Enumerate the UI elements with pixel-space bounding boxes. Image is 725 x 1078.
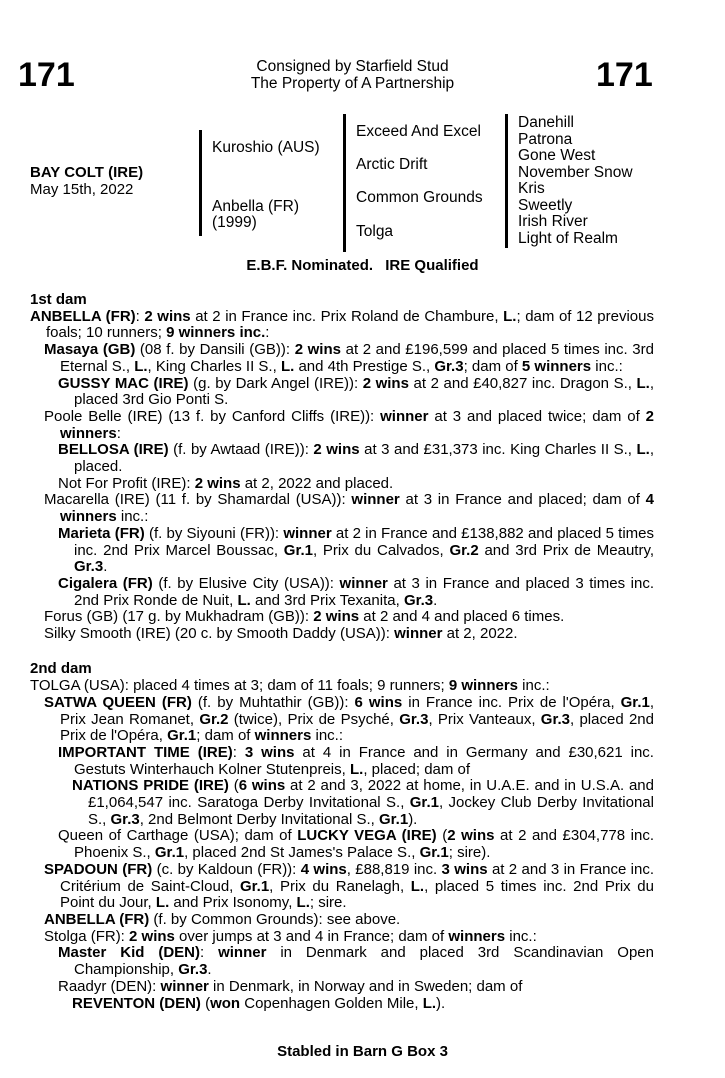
pedigree-dam-dam: Tolga xyxy=(356,223,394,240)
entry-text: at 3 and placed twice; dam of xyxy=(428,407,646,425)
entry-text: ; sire. xyxy=(309,894,347,912)
bold-text: 4 wins xyxy=(300,860,347,878)
entry-text: at 2 and 3 in France inc. Critérium de Saint-Cloud, xyxy=(60,860,654,895)
entry-text: Stolga (FR): xyxy=(44,927,130,945)
pedigree-g3-4: November Snow xyxy=(518,163,633,181)
pedigree-g3-1: Danehill xyxy=(518,114,575,131)
entry-text: (f. by Muhtathir (GB)): xyxy=(191,693,355,711)
entry-text: (c. by Kaldoun (FR)): xyxy=(152,860,301,878)
pedigree-entry xyxy=(30,745,654,778)
bold-text: Gr.3 xyxy=(74,558,104,576)
entry-text: , Jockey Club Derby Invitational S., xyxy=(88,794,654,828)
entry-text: (f. by Siyouni (FR)): xyxy=(144,524,284,542)
horse-name: BAY COLT (IRE) xyxy=(30,164,144,181)
entry-text: inc.: xyxy=(505,927,537,945)
bold-text: Gr.3 xyxy=(399,710,429,728)
pedigree-sire-sire: Exceed And Excel xyxy=(356,123,481,140)
pedigree-g3-2: Patrona xyxy=(518,130,573,148)
entry-text: TOLGA (USA): placed 4 times at 3; dam of 11 foals; 9 runners; xyxy=(30,677,449,695)
bold-text: Gr.1 xyxy=(419,844,449,862)
bold-text: Gr.1 xyxy=(409,794,439,812)
entry-text: ( xyxy=(436,827,448,845)
bold-text: Masaya (GB) xyxy=(44,341,136,359)
entry-text: , placed. xyxy=(74,441,654,476)
entry-text: at 2 and 3, 2022 at home, in U.A.E. and in U.S.A. and £1,064,547 inc. Saratoga Derby Invitational S., xyxy=(88,777,654,812)
pedigree-g3-3: Gone West xyxy=(518,147,596,164)
foaling-date: May 15th, 2022 xyxy=(30,181,134,198)
pedigree-g3-7: Irish River xyxy=(518,213,588,230)
entry-text: ( xyxy=(228,777,239,795)
pedigree-entry xyxy=(30,342,654,375)
bold-text: REVENTON (DEN) xyxy=(72,994,201,1012)
entry-text: and 4th Prestige S., xyxy=(294,357,435,375)
section-heading: 1st dam xyxy=(30,291,87,308)
bold-text: winners xyxy=(254,727,312,745)
entry-text: inc.: xyxy=(116,508,149,526)
bold-text: 2 wins xyxy=(294,341,341,359)
bold-text: Gr.3 xyxy=(110,810,140,828)
bold-text: 2 wins xyxy=(144,307,191,325)
bold-text: Gr.1 xyxy=(239,877,270,895)
entry-text: at 2 in France and £138,882 and placed 5 times inc. 2nd Prix Marcel Boussac, xyxy=(74,524,655,559)
bold-text: L. xyxy=(280,357,295,375)
pedigree-entry xyxy=(30,526,654,576)
entry-text: ). xyxy=(408,810,418,828)
entry-text: inc.: xyxy=(591,357,623,375)
entry-text: (twice), Prix de Psyché, xyxy=(228,710,400,728)
entry-text: at 2 and £196,599 and placed 5 times inc. 3rd Eternal S., xyxy=(60,341,654,375)
entry-text: ). xyxy=(436,994,446,1012)
bold-text: Gr.1 xyxy=(620,693,650,711)
bold-text: ANBELLA (FR) xyxy=(30,307,136,325)
bold-text: IMPORTANT TIME (IRE) xyxy=(58,743,233,761)
entry-text: inc.: xyxy=(311,727,343,745)
entry-text: , Prix du Calvados, xyxy=(312,541,450,559)
entry-text: at 2 and £304,778 inc. Phoenix S., xyxy=(74,827,654,862)
bold-text: 2 wins xyxy=(313,441,360,459)
bold-text: L. xyxy=(410,877,425,895)
lot-number-right: 171 xyxy=(596,56,653,94)
entry-text: and 3rd Prix Texanita, xyxy=(250,591,404,609)
pedigree-dam-year: (1999) xyxy=(212,214,257,231)
bold-text: L. xyxy=(503,307,517,325)
bold-text: 2 wins xyxy=(313,608,360,626)
pedigree-entry xyxy=(30,309,654,342)
qualification-flags xyxy=(0,257,725,274)
bold-text: Master Kid (DEN) xyxy=(58,944,200,962)
bold-text: SPADOUN (FR) xyxy=(44,860,153,878)
entry-text: (f. by Elusive City (USA)): xyxy=(152,574,340,592)
entry-text: ; sire). xyxy=(448,844,491,862)
entry-text: : xyxy=(200,944,219,962)
consignor-block xyxy=(200,58,505,92)
entry-text: at 2 and £40,827 inc. Dragon S., xyxy=(408,374,637,392)
entry-text: , placed 3rd Gio Ponti S. xyxy=(74,374,655,409)
pedigree-g3-5: Kris xyxy=(518,180,545,197)
entry-text: and Prix Isonomy, xyxy=(169,894,297,912)
pedigree-entry xyxy=(30,626,654,643)
bold-text: winner xyxy=(351,491,400,509)
pedigree-g3-8: Light of Realm xyxy=(518,229,618,247)
entry-text: at 2, 2022. xyxy=(442,625,518,643)
pedigree-entry xyxy=(30,376,654,409)
entry-text: , Prix Jean Romanet, xyxy=(60,693,654,728)
entry-text: and 3rd Prix de Meautry, xyxy=(478,541,655,559)
entry-text: inc.: xyxy=(518,677,550,695)
entry-text: . xyxy=(433,591,438,609)
entry-text: Raadyr (DEN): xyxy=(58,977,161,995)
pedigree-entry xyxy=(30,576,654,609)
ire-flag: IRE Qualified xyxy=(385,257,479,274)
entry-text: over jumps at 3 and 4 in France; dam of xyxy=(174,927,449,945)
stabling-info: Stabled in Barn G Box 3 xyxy=(277,1043,448,1060)
pedigree-sire-dam: Arctic Drift xyxy=(356,156,428,173)
pedigree-entry xyxy=(30,996,654,1013)
bold-text: Marieta (FR) xyxy=(58,524,145,542)
ebf-flag: E.B.F. Nominated. xyxy=(246,257,374,274)
entry-text: at 3 in France and placed; dam of xyxy=(399,491,646,509)
bold-text: Gr.2 xyxy=(199,710,229,728)
pedigree-entry xyxy=(30,828,654,861)
pedigree-entry xyxy=(30,609,654,626)
owner: The Property of A Partnership xyxy=(250,75,455,92)
pedigree-line-2 xyxy=(343,114,346,252)
bold-text: Gr.1 xyxy=(154,844,185,862)
pedigree-entry xyxy=(30,695,654,745)
bold-text: 2 wins xyxy=(362,374,409,392)
pedigree-entry xyxy=(30,678,654,695)
entry-text: , Prix du Ranelagh, xyxy=(269,877,411,895)
entry-text: Queen of Carthage (USA); dam of xyxy=(58,827,298,845)
entry-text: : xyxy=(116,424,121,442)
bold-text: 2 wins xyxy=(129,927,175,945)
entry-text: . xyxy=(207,961,212,979)
bold-text: L. xyxy=(636,374,650,392)
entry-text: at 2 in France inc. Prix Roland de Chambure, xyxy=(190,307,504,325)
consignor: Consigned by Starfield Stud xyxy=(256,58,449,75)
entry-text: Not For Profit (IRE): xyxy=(58,474,195,492)
pedigree-entry xyxy=(30,409,654,442)
entry-text: , Prix Vanteaux, xyxy=(428,710,541,728)
bold-text: winner xyxy=(283,524,332,542)
section-heading: 2nd dam xyxy=(30,660,92,678)
pedigree-g3-6: Sweetly xyxy=(518,196,573,214)
pedigree-dam: Anbella (FR) xyxy=(212,198,299,215)
entry-text: at 3 in France and placed 3 times inc. 2nd Prix Ronde de Nuit, xyxy=(74,574,654,609)
bold-text: L. xyxy=(134,357,148,375)
bold-text: winner xyxy=(218,944,267,962)
pedigree-entry xyxy=(30,929,654,946)
pedigree-dam-sire: Common Grounds xyxy=(356,189,483,206)
bold-text: 6 wins xyxy=(238,777,286,795)
entry-text: , placed 2nd St James's Palace S., xyxy=(184,844,420,862)
entry-text: at 4 in France and in Germany and £30,621 inc. Gestuts Winterhauch Kolner Stutenpreis, xyxy=(74,743,654,778)
entry-text: Copenhagen Golden Mile, xyxy=(240,994,423,1012)
bold-text: ANBELLA (FR) xyxy=(44,911,150,928)
entry-text: , King Charles II S., xyxy=(147,357,281,375)
bold-text: Cigalera (FR) xyxy=(58,574,153,592)
entry-text: (08 f. by Dansili (GB)): xyxy=(135,341,295,359)
pedigree-line-1 xyxy=(199,130,202,236)
bold-text: winner xyxy=(160,977,209,995)
entry-text: ; dam of 12 previous foals; 10 runners; xyxy=(46,307,654,342)
section-gap xyxy=(30,643,654,660)
bold-text: 2 winners xyxy=(60,407,655,442)
entry-text: : xyxy=(135,307,145,325)
bold-text: Gr.1 xyxy=(283,541,313,559)
bold-text: GUSSY MAC (IRE) xyxy=(58,374,189,392)
entry-text: in Denmark and placed 3rd Scandinavian Open Championship, xyxy=(74,944,654,979)
pedigree-entry xyxy=(30,912,654,929)
pedigree-entry xyxy=(30,442,654,475)
bold-text: LUCKY VEGA (IRE) xyxy=(297,827,437,845)
entry-text: ( xyxy=(200,994,211,1012)
entry-text: (f. by Common Grounds): see above. xyxy=(149,911,401,928)
bold-text: 9 winners inc. xyxy=(166,324,266,342)
bold-text: 2 wins xyxy=(447,827,495,845)
bold-text: BELLOSA (IRE) xyxy=(58,441,169,459)
bold-text: Gr.3 xyxy=(434,357,464,375)
entry-text: , £88,819 inc. xyxy=(346,860,442,878)
entry-text: in Denmark, in Norway and in Sweden; dam of xyxy=(208,977,523,995)
bold-text: winner xyxy=(339,574,388,592)
pedigree-entry xyxy=(30,979,654,996)
entry-text: (g. by Dark Angel (IRE)): xyxy=(188,374,363,392)
entry-text: in France inc. Prix de l'Opéra, xyxy=(402,693,621,711)
bold-text: won xyxy=(210,994,241,1012)
entry-text: : xyxy=(265,324,270,342)
bold-text: Gr.1 xyxy=(167,727,197,745)
pedigree-sire: Kuroshio (AUS) xyxy=(212,139,320,156)
bold-text: 4 winners xyxy=(60,491,654,526)
entry-text: Macarella (IRE) (11 f. by Shamardal (USA)): xyxy=(44,491,352,509)
bold-text: winner xyxy=(380,407,429,425)
bold-text: SATWA QUEEN (FR) xyxy=(44,693,192,711)
bold-text: L. xyxy=(349,760,364,778)
bold-text: Gr.3 xyxy=(540,710,570,728)
entry-text: Forus (GB) (17 g. by Mukhadram (GB)): xyxy=(44,608,314,626)
bold-text: Gr.3 xyxy=(403,591,434,609)
pedigree-third-generation xyxy=(518,115,633,247)
bold-text: L. xyxy=(155,894,170,912)
entry-text: (f. by Awtaad (IRE)): xyxy=(168,441,314,459)
horse-identity xyxy=(30,164,143,198)
entry-text: Silky Smooth (IRE) (20 c. by Smooth Daddy (USA)): xyxy=(44,625,395,643)
bold-text: 9 winners xyxy=(448,677,519,695)
pedigree-entry xyxy=(30,778,654,828)
lot-number-left: 171 xyxy=(18,56,75,94)
bold-text: 2 wins xyxy=(194,474,241,492)
entry-text: , placed 2nd Prix de l'Opéra, xyxy=(60,710,654,745)
entry-text: ; dam of xyxy=(196,727,255,745)
bold-text: L. xyxy=(237,591,251,609)
pedigree-entry xyxy=(30,862,654,912)
bold-text: Gr.3 xyxy=(178,961,208,979)
bold-text: NATIONS PRIDE (IRE) xyxy=(72,777,229,795)
bold-text: Gr.1 xyxy=(379,810,409,828)
bold-text: 3 wins xyxy=(441,860,488,878)
entry-text: : xyxy=(232,743,245,761)
bold-text: winners xyxy=(448,927,506,945)
bold-text: 3 wins xyxy=(244,743,295,761)
entry-text: . xyxy=(103,558,108,576)
bold-text: L. xyxy=(422,994,437,1012)
entry-text: at 2, 2022 and placed. xyxy=(240,474,394,492)
bold-text: 5 winners xyxy=(521,357,592,375)
entry-text: , placed 5 times inc. 2nd Prix du Point du Jour, xyxy=(60,877,654,912)
bold-text: Gr.2 xyxy=(449,541,479,559)
entry-text: ; dam of xyxy=(463,357,522,375)
pedigree-entry xyxy=(30,492,654,525)
bold-text: L. xyxy=(296,894,310,912)
entry-text: at 2 and 4 and placed 6 times. xyxy=(359,608,565,626)
pedigree-line-3 xyxy=(505,114,508,248)
bold-text: L. xyxy=(636,441,650,459)
entry-text: Poole Belle (IRE) (13 f. by Canford Cliffs (IRE)): xyxy=(44,407,381,425)
entry-text: , 2nd Belmont Derby Invitational S., xyxy=(139,810,379,828)
entry-text: at 3 and £31,373 inc. King Charles II S., xyxy=(359,441,637,459)
bold-text: winner xyxy=(394,625,443,643)
bold-text: 6 wins xyxy=(354,693,403,711)
pedigree-entry xyxy=(30,945,654,978)
pedigree-entry xyxy=(30,476,654,493)
pedigree-notes xyxy=(30,290,654,1012)
entry-text: , placed; dam of xyxy=(363,760,471,778)
